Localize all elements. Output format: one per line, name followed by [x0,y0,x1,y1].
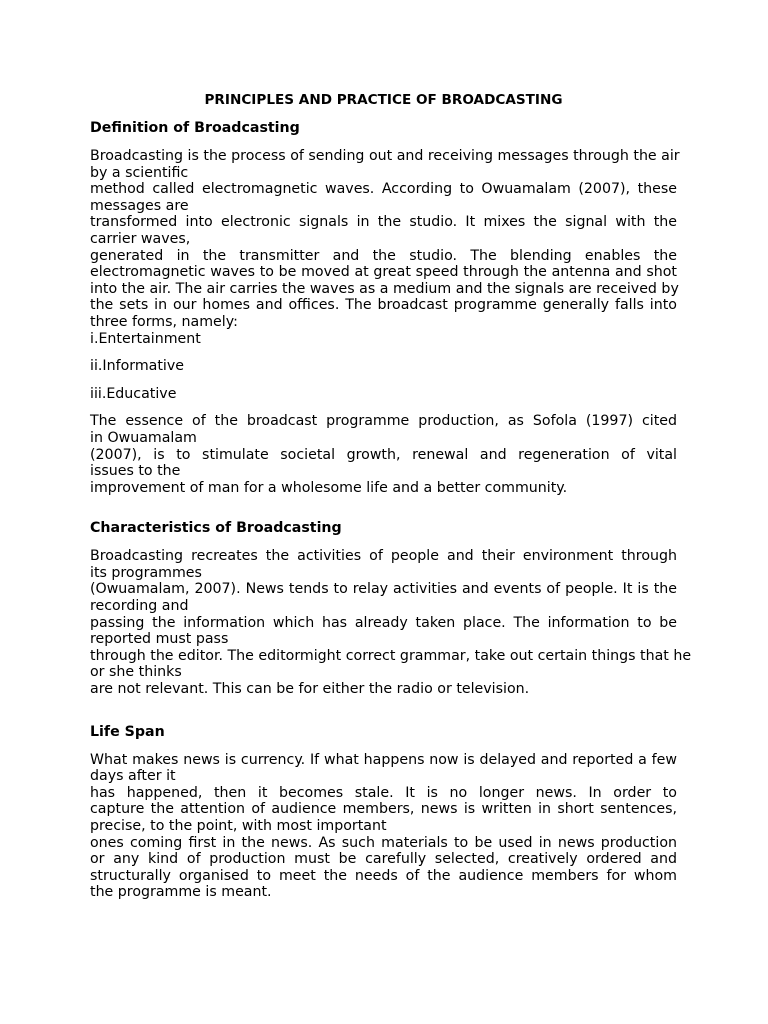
text-line: messages are [90,197,189,214]
definition-paragraph-2 [90,413,677,496]
list-item-educative: iii.Educative [90,385,177,402]
text-line: are not relevant. This can be for either the radio or television. [90,681,530,698]
text-line: (2007), is to stimulate societal growth, renewal and regeneration of vital [90,446,677,463]
text-line: its programmes [90,564,202,581]
text-line: through the editor. The editormight correct grammar, take out certain things that he [90,647,692,664]
section-heading-characteristics: Characteristics of Broadcasting [90,520,342,537]
text-line: into the air. The air carries the waves as a medium and the signals are received by [90,280,679,297]
text-line: in Owuamalam [90,429,197,446]
life-span-paragraph [90,752,677,901]
text-line: by a scientific [90,164,189,181]
text-line: improvement of man for a wholesome life and a better community. [90,479,568,496]
text-line: the sets in our homes and offices. The broadcast programme generally falls into [90,297,677,314]
text-line: Broadcasting is the process of sending out and receiving messages through the air [90,148,680,164]
text-line: The essence of the broadcast programme production, as Sofola (1997) cited [90,413,677,430]
text-line: reported must pass [90,631,229,648]
text-line: transformed into electronic signals in the studio. It mixes the signal with the [90,214,677,231]
text-line: generated in the transmitter and the studio. The blending enables the [90,247,677,264]
section-heading-definition: Definition of Broadcasting [90,120,300,136]
text-line: passing the information which has already taken place. The information to be [90,614,677,631]
text-line: recording and [90,598,189,615]
text-line: issues to the [90,463,181,480]
list-item-entertainment: i.Entertainment [90,330,201,347]
text-line: electromagnetic waves to be moved at great speed through the antenna and shot [90,264,677,281]
definition-paragraph-1 [90,148,680,347]
text-line: Broadcasting recreates the activities of people and their environment through [90,548,677,565]
section-heading-life-span: Life Span [90,723,165,740]
text-line: carrier waves, [90,230,191,247]
document-page [90,92,692,912]
document-title: PRINCIPLES AND PRACTICE OF BROADCASTING [204,92,563,108]
text-line: or she thinks [90,664,182,681]
list-item-informative: ii.Informative [90,358,184,375]
text-line: or any kind of production must be carefully selected, creatively ordered and [90,851,677,868]
text-line: What makes news is currency. If what happens now is delayed and reported a few [90,751,677,768]
text-line: ones coming first in the news. As such materials to be used in news production [90,834,677,851]
text-line: method called electromagnetic waves. According to Owuamalam (2007), these [90,181,677,198]
text-line: structurally organised to meet the needs of the audience members for whom [90,867,677,884]
text-line: has happened, then it becomes stale. It is no longer news. In order to [90,784,677,801]
text-line: days after it [90,768,176,785]
text-line: the programme is meant. [90,884,272,901]
text-line: capture the attention of audience members, news is written in short sentences, [90,801,677,818]
characteristics-paragraph [90,548,692,698]
text-line: precise, to the point, with most important [90,818,387,834]
text-line: (Owuamalam, 2007). News tends to relay activities and events of people. It is the [90,581,677,598]
text-line: three forms, namely: [90,313,238,330]
